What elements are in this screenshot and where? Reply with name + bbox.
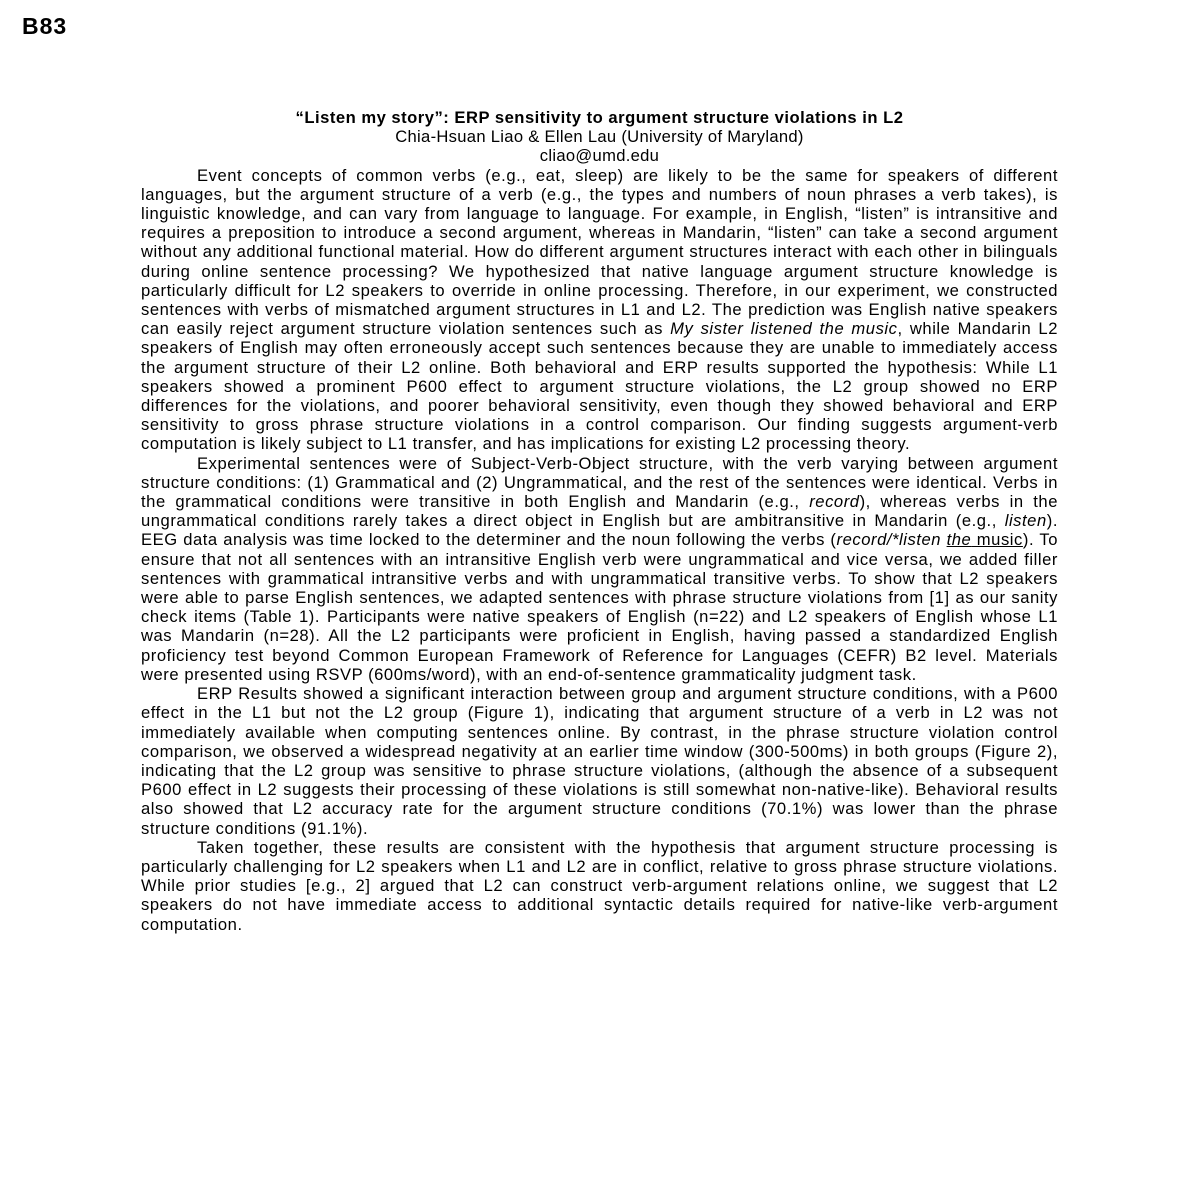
abstract	[141, 108, 1058, 934]
example-verb-listen: listen	[1004, 511, 1047, 531]
text-run: , while Mandarin L2 speakers of English may often erroneously accept such sentences because they are unable to immediately access the argument structure of their L2 online. Both behavioral and ERP results supported the hypothesis: While L1 speakers showed a prominent P600 effect to argument structure violations, the L2 group showed no ERP differences for the violations, and poorer behavioral sensitivity, even though they showed behavioral and ERP sensitivity to gross phrase structure violations in a control comparison. Our finding suggests argument-verb computation is likely subject to L1 transfer, and has implications for existing L2 processing theory.	[141, 319, 1058, 454]
paper-title: “Listen my story”: ERP sensitivity to argument structure violations in L2	[295, 108, 904, 127]
example-verb-record: record	[809, 492, 860, 512]
author-email: cliao@umd.edu	[539, 146, 660, 166]
page-id: B83	[22, 13, 68, 39]
paragraph-results: ERP Results showed a significant interaction between group and argument structure conditions, with a P600 effect in the L1 but not the L2 group (Figure 1), indicating that argument structure of a verb in L2 was not immediately available when computing sentences online. By contrast, in the phrase structure violation control comparison, we observed a widespread negativity at an earlier time window (300-500ms) in both groups (Figure 2), indicating that the L2 group was sensitive to phrase structure violations, (although the absence of a subsequent P600 effect in L2 suggests their processing of these violations is still somewhat non-native-like). Behavioral results also showed that L2 accuracy rate for the argument structure conditions (70.1%) was lower than the phrase structure conditions (91.1%).	[141, 684, 1058, 838]
example-determiner: the	[946, 530, 972, 550]
paragraph-conclusion: Taken together, these results are consistent with the hypothesis that argument structure processing is particularly challenging for L2 speakers when L1 and L2 are in conflict, relative to gross phrase structure violations. While prior studies [e.g., 2] argued that L2 can construct verb-argument relations online, we suggest that L2 speakers do not have immediate access to additional syntactic details required for native-like verb-argument computation.	[141, 837, 1058, 934]
example-noun: music	[971, 530, 1023, 550]
text-run: ). EEG data analysis was time locked to the determiner and the noun following the verbs (	[141, 511, 1058, 550]
paragraph-intro	[141, 166, 1058, 454]
example-verbs: record/*listen	[836, 530, 942, 550]
paragraph-methods	[141, 454, 1058, 684]
authors: Chia-Hsuan Liao & Ellen Lau (University of Maryland)	[395, 127, 804, 147]
text-run: ), whereas verbs in the ungrammatical conditions rarely takes a direct object in English but are ambitransitive in Mandarin (e.g.,	[141, 492, 1058, 531]
text-run: ). To ensure that not all sentences with an intransitive English verb were ungrammatical and vice versa, we added filler sentences with grammatical intransitive verbs and with ungrammatical transitive verbs. To show that L2 speakers were able to parse English sentences, we adapted sentences with phrase structure violations from [1] as our sanity check items (Table 1). Participants were native speakers of English (n=22) and L2 speakers of English whose L1 was Mandarin (n=28). All the L2 participants were proficient in English, having passed a standardized English proficiency test beyond Common European Framework of Reference for Languages (CEFR) B2 level. Materials were presented using RSVP (600ms/word), with an end-of-sentence grammaticality judgment task.	[141, 530, 1058, 684]
example-sentence: My sister listened the music	[670, 319, 898, 339]
text-run: Experimental sentences were of Subject-Verb-Object structure, with the verb varying between argument structure conditions: (1) Grammatical and (2) Ungrammatical, and the rest of the sentences were identical. Verbs in the grammatical conditions were transitive in both English and Mandarin (e.g.,	[141, 453, 1058, 512]
text-run: Event concepts of common verbs (e.g., eat, sleep) are likely to be the same for speakers of different languages, but the argument structure of a verb (e.g., the types and numbers of noun phrases a verb takes), is linguistic knowledge, and can vary from language to language. For example, in English, “listen” is intransitive and requires a preposition to introduce a second argument, whereas in Mandarin, “listen” can take a second argument without any additional functional material. How do different argument structures interact with each other in bilinguals during online sentence processing? We hypothesized that native language argument structure knowledge is particularly difficult for L2 speakers to override in online processing. Therefore, in our experiment, we constructed sentences with verbs of mismatched argument structures in L1 and L2. The prediction was English native speakers can easily reject argument structure violation sentences such as	[141, 165, 1058, 339]
